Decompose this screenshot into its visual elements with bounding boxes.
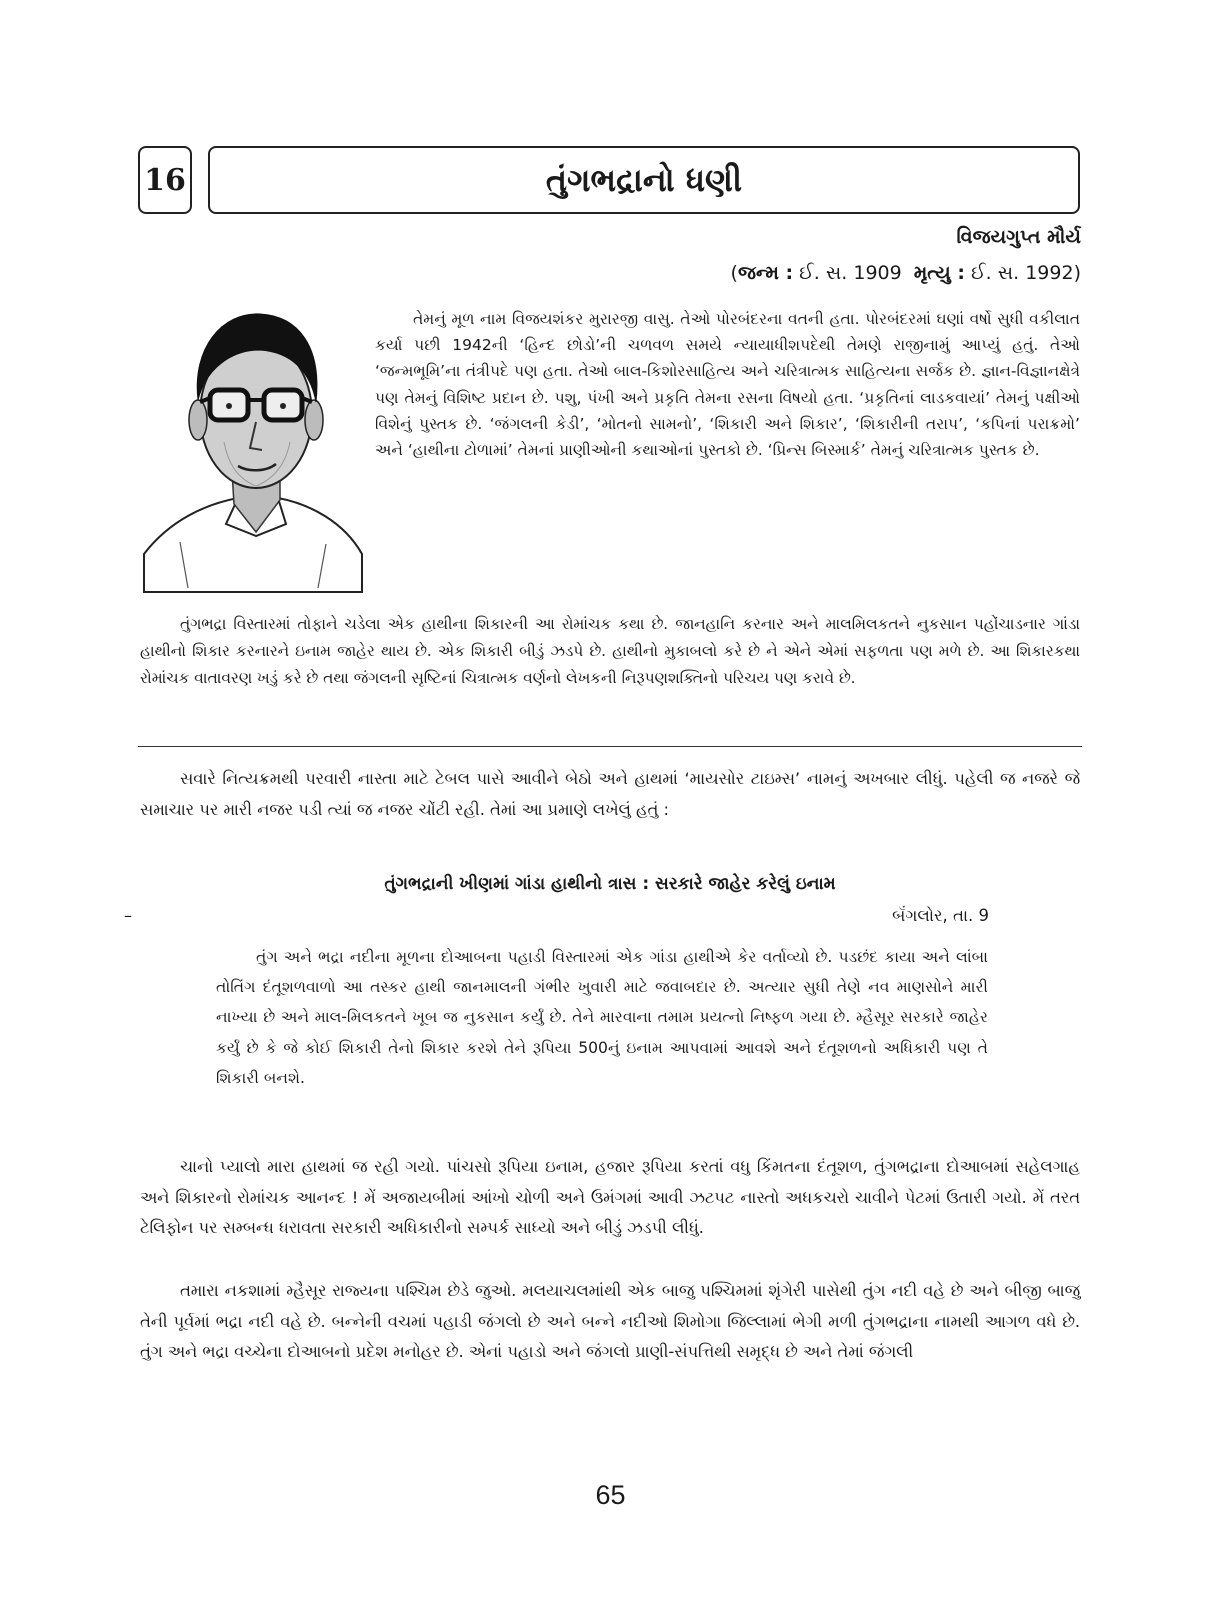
born-year: ઈ. સ. 1909 [799, 262, 902, 284]
born-label: જન્મ : [737, 262, 794, 284]
author-portrait [140, 292, 366, 602]
story-paragraph-2 [140, 1152, 1080, 1244]
chapter-title: તુંગભદ્રાનો ધણી [545, 160, 743, 199]
news-headline: તુંગભદ્રાની ખીણમાં ગાંડા હાથીનો ત્રાસ : સરકારે જાહેર કરેલું ઇનામ [384, 874, 836, 894]
intro-text: તુંગભદ્રા વિસ્તારમાં તોફાને ચડેલા એક હાથીના શિકારની આ રોમાંચક કથા છે. જાનહાનિ કરનાર અને માલમિલકતને નુકસાન પહોંચાડનાર ગાંડા હાથીનો શિકાર કરનારને ઇનામ જાહેર થાય છે. એક શિકારી બીડું ઝડપે છે. હાથીનો મુકાબલો કરે છે ને એને એમાં સફળતા પણ મળે છે. આ શિકારકથા રોમાંચક વાતાવરણ ખડું કરે છે તથા જંગલની સૃષ્ટિનાં ચિત્રાત્મક વર્ણનો લેખકની નિરૂપણશક્તિનો પરિચય પણ કરાવે છે. [140, 615, 1080, 687]
author-dates: (જન્મ : ઈ. સ. 1909 મૃત્યુ : ઈ. સ. 1992) [730, 262, 1081, 284]
died-year: ઈ. સ. 1992 [971, 262, 1074, 284]
margin-dash: – [124, 906, 132, 925]
page-number: 65 [595, 1480, 626, 1510]
bio-text: તેમનું મૂળ નામ વિજયશંકર મુરારજી વાસુ. તેઓ પોરબંદરના વતની હતા. પોરબંદરમાં ઘણાં વર્ષો સુધી વકીલાત કર્યા પછી 1942ની ‘હિન્દ છોડો’ની ચળવળ સમયે ન્યાયાધીશપદેથી તેમણે રાજીનામું આપ્યું હતું. તેઓ ‘જન્મભૂમિ’ના તંત્રીપદે પણ હતા. તેઓ બાલ-કિશોરસાહિત્ય અને ચરિત્રાત્મક સાહિત્યના સર્જક છે. જ્ઞાન-વિજ્ઞાનક્ષેત્રે પણ તેમનું વિશિષ્ટ પ્રદાન છે. પશુ, પંખી અને પ્રકૃતિ તેમના રસના વિષયો હતા. ‘પ્રકૃતિનાં લાડકવાયાં’ તેમનું પક્ષીઓ વિશેનું પુસ્તક છે. ‘જંગલની કેડી’, ‘મોતનો સામનો’, ‘શિકારી અને શિકાર’, ‘શિકારીની તરાપ’, ‘કપિનાં પરાક્રમો’ અને ‘હાથીના ટોળામાં’ તેમનાં પ્રાણીઓની કથાઓનાં પુસ્તકો છે. ‘પ્રિન્સ બિસ્માર્ક’ તેમનું ચરિત્રાત્મક પુસ્તક છે. [375, 310, 1080, 460]
para2-text: ચાનો પ્યાલો મારા હાથમાં જ રહી ગયો. પાંચસો રૂપિયા ઇનામ, હજાર રૂપિયા કરતાં વધુ કિંમતના દંતૂશળ, તુંગભદ્રાના દોઆબમાં સહેલગાહ અને શિકારનો રોમાંચક આનન્દ ! મેં અજાયબીમાં આંખો ચોળી અને ઉમંગમાં આવી ઝટપટ નાસ્તો અધકચરો ચાવીને પેટમાં ઉતારી ગયો. મેં તરત ટેલિફોન પર સમ્બન્ધ ધરાવતા સરકારી અધિકારીનો સમ્પર્ક સાધ્યો અને બીડું ઝડપી લીધું. [140, 1157, 1080, 1237]
chapter-number-box [138, 146, 192, 214]
story-paragraph-1 [140, 764, 1080, 825]
para3-text: તમારા નકશામાં મ્હૈસૂર રાજ્યના પશ્ચિમ છેડે જુઓ. મલયાચલમાંથી એક બાજુ પશ્ચિમમાં શૃંગેરી પાસેથી તુંગ નદી વહે છે અને બીજી બાજુ તેની પૂર્વમાં ભદ્રા નદી વહે છે. બન્નેની વચમાં પહાડી જંગલો છે અને બન્ને નદીઓ શિમોગા જિલ્લામાં ભેગી મળી તુંગભદ્રાના નામથી આગળ વધે છે. તુંગ અને ભદ્રા વચ્ચેના દોઆબનો પ્રદેશ મનોહર છે. એનાં પહાડો અને જંગલો પ્રાણી-સંપત્તિથી સમૃદ્ધ છે અને તેમાં જંગલી [140, 1281, 1080, 1361]
news-dateline: બૅંગલોર, તા. 9 [892, 906, 989, 925]
news-body [216, 942, 988, 1093]
story-paragraph-3 [140, 1276, 1080, 1368]
chapter-title-box [208, 146, 1080, 214]
died-label: મૃત્યુ : [913, 262, 965, 284]
author-name: વિજયગુપ્ત મૌર્ય [956, 226, 1081, 248]
story-introduction [140, 611, 1080, 692]
section-divider [138, 746, 1082, 747]
news-text: તુંગ અને ભદ્રા નદીના મૂળના દોઆબના પહાડી વિસ્તારમાં એક ગાંડા હાથીએ કેર વર્તાવ્યો છે. પડછંદ કાયા અને લાંબા તોતિંગ દંતૂશળવાળો આ તસ્કર હાથી જાનમાલની ગંભીર ખુવારી માટે જવાબદાર છે. અત્યાર સુધી તેણે નવ માણસોને મારી નાખ્યા છે અને માલ-મિલકતને ખૂબ જ નુકસાન કર્યું છે. તેને મારવાના તમામ પ્રયત્નો નિષ્ફળ ગયા છે. મ્હૈસૂર સરકારે જાહેર કર્યું છે કે જે કોઈ શિકારી તેનો શિકાર કરશે તેને રૂપિયા 500નું ઇનામ આપવામાં આવશે અને દંતૂશળનો અધિકારી પણ તે શિકારી બનશે. [216, 948, 988, 1087]
chapter-number: 16 [144, 162, 186, 198]
para1-text: સવારે નિત્યક્રમથી પરવારી નાસ્તા માટે ટેબલ પાસે આવીને બેઠો અને હાથમાં ‘માયસોર ટાઇમ્સ’ નામનું અખબાર લીધું. પહેલી જ નજરે જે સમાચાર પર મારી નજર પડી ત્યાં જ નજર ચોંટી રહી. તેમાં આ પ્રમાણે લખેલું હતું : [140, 769, 1080, 819]
author-biography [375, 306, 1080, 463]
